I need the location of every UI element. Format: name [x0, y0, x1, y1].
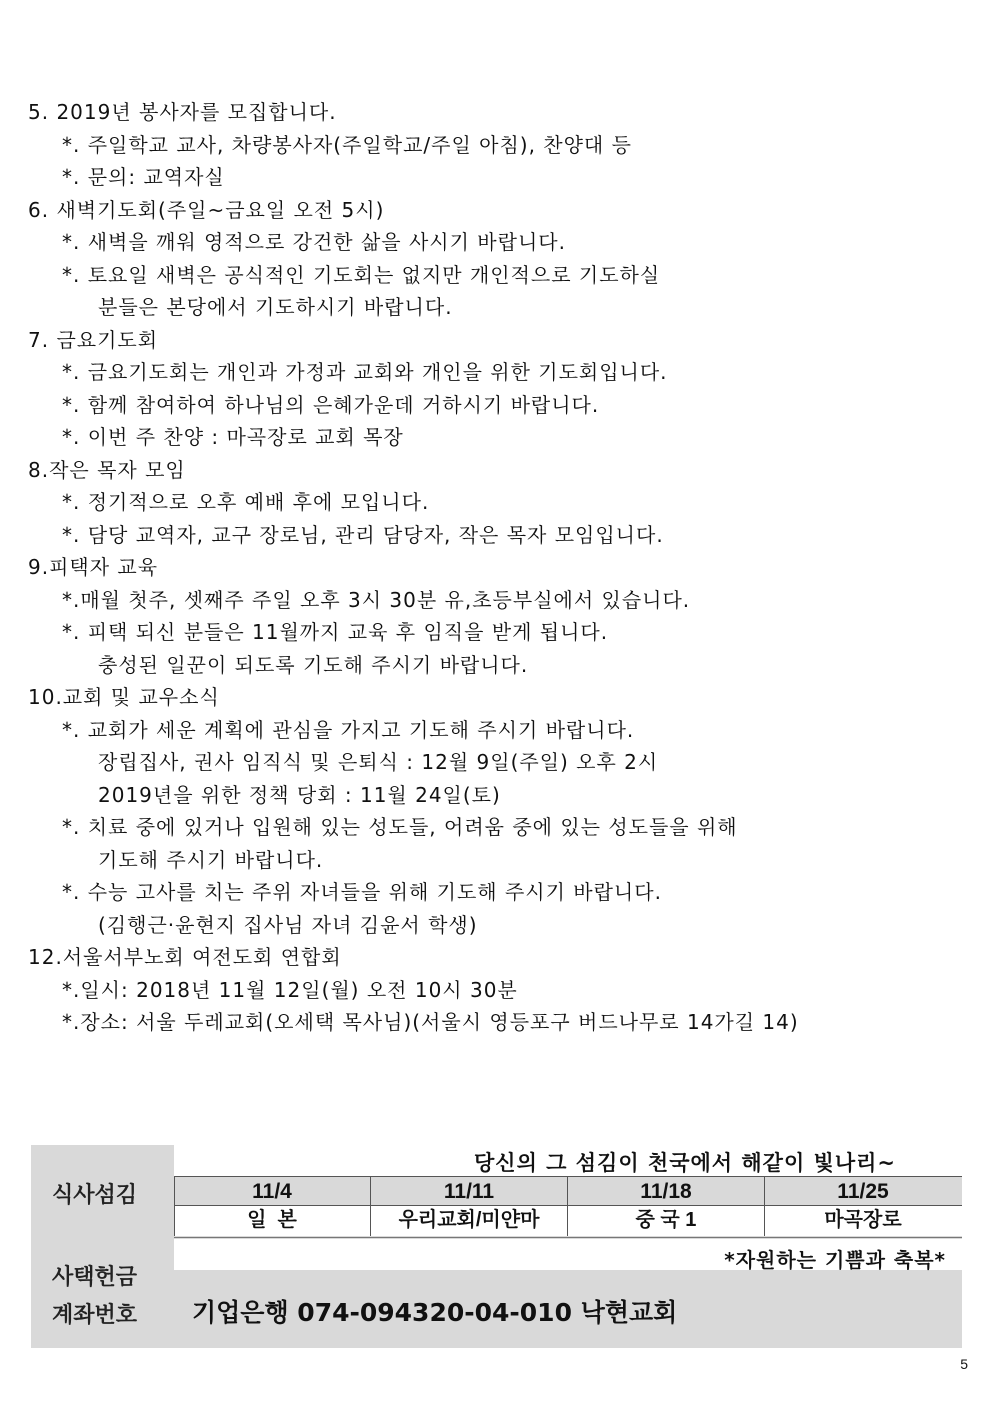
meal-date: 11/25: [837, 1180, 889, 1203]
notice-item: *. 금요기도회는 개인과 가정과 교회와 개인을 위한 기도회입니다.: [62, 360, 668, 384]
meal-date: 11/18: [640, 1180, 692, 1203]
notice-heading: 7. 금요기도회: [28, 327, 159, 352]
notice-heading: 12.서울서부노회 여전도회 연합회: [28, 945, 342, 969]
notice-item: *. 교회가 세운 계획에 관심을 가지고 기도해 주시기 바랍니다.: [62, 717, 635, 742]
offering-note: *자원하는 기쁨과 축복*: [724, 1248, 946, 1272]
notice-item: *. 피택 되신 분들은 11월까지 교육 후 임직을 받게 됩니다.: [62, 620, 609, 644]
notice-item: *. 치료 중에 있거나 입원해 있는 성도들, 어려움 중에 있는 성도들을 위해: [62, 815, 738, 839]
column-divider: [370, 1176, 371, 1236]
notice-heading: 5. 2019년 봉사자를 모집합니다.: [28, 100, 337, 124]
notice-item: 충성된 일꾼이 되도록 기도해 주시기 바랍니다.: [98, 652, 529, 677]
meal-service-tagline: 당신의 그 섬김이 천국에서 해같이 빛나리~: [474, 1151, 897, 1175]
notice-item: *. 토요일 새벽은 공식적인 기도회는 없지만 개인적으로 기도하실: [62, 262, 661, 287]
notice-item: *. 수능 고사를 치는 주위 자녀들을 위해 기도해 주시기 바랍니다.: [62, 880, 662, 904]
column-divider: [567, 1176, 568, 1236]
notice-list: [28, 96, 968, 1039]
meal-server: 중 국 1: [635, 1209, 697, 1231]
column-divider: [764, 1176, 765, 1236]
notice-heading: 8.작은 목자 모임: [28, 457, 186, 482]
notice-item: *. 주일학교 교사, 차량봉사자(주일학교/주일 아침), 찬양대 등: [62, 132, 632, 157]
column-divider: [174, 1176, 175, 1236]
meal-server: 마곡장로: [824, 1209, 902, 1231]
meal-server: 일 본: [247, 1209, 297, 1231]
notice-item: 기도해 주시기 바랍니다.: [98, 847, 324, 872]
page-number: 5: [960, 1356, 968, 1372]
notice-item: *. 이번 주 찬양 : 마곡장로 교회 목장: [62, 425, 404, 449]
meal-service-label: 식사섬김: [52, 1183, 138, 1208]
meal-server: 우리교회/미얀마: [398, 1209, 540, 1231]
notice-item: 장립집사, 권사 임직식 및 은퇴식 : 12월 9일(주일) 오후 2시: [98, 750, 659, 774]
notice-item: *.일시: 2018년 11월 12일(월) 오전 10시 30분: [62, 977, 518, 1002]
meal-date: 11/4: [252, 1180, 292, 1203]
notice-item: 2019년을 위한 정책 당회 : 11월 24일(토): [98, 782, 501, 807]
notice-item: *. 새벽을 깨워 영적으로 강건한 삶을 사시기 바랍니다.: [62, 230, 566, 254]
notice-heading: 10.교회 및 교우소식: [28, 685, 220, 709]
account-label: 계좌번호: [52, 1303, 138, 1328]
notice-item: *.매월 첫주, 셋째주 주일 오후 3시 30분 유,초등부실에서 있습니다.: [62, 587, 691, 612]
notice-item: *. 정기적으로 오후 예배 후에 모입니다.: [62, 490, 430, 514]
notice-heading: 9.피택자 교육: [28, 555, 159, 579]
bank-account: 기업은행 074-094320-04-010 낙현교회: [192, 1298, 678, 1327]
notice-item: *. 함께 참여하여 하나님의 은혜가운데 거하시기 바랍니다.: [62, 392, 600, 417]
meal-date: 11/11: [443, 1180, 495, 1203]
offering-label: 사택헌금: [52, 1265, 138, 1290]
notice-item: (김행근·윤현지 집사님 자녀 김윤서 학생): [98, 912, 478, 937]
notice-item: *. 담당 교역자, 교구 장로님, 관리 담당자, 작은 목자 모임입니다.: [62, 522, 664, 547]
notice-heading: 6. 새벽기도회(주일~금요일 오전 5시): [28, 197, 385, 222]
notice-item: 분들은 본당에서 기도하시기 바랍니다.: [98, 295, 453, 319]
notice-item: *.장소: 서울 두레교회(오세택 목사님)(서울시 영등포구 버드나무로 14가길 14): [62, 1010, 799, 1034]
notice-item: *. 문의: 교역자실: [62, 165, 225, 189]
